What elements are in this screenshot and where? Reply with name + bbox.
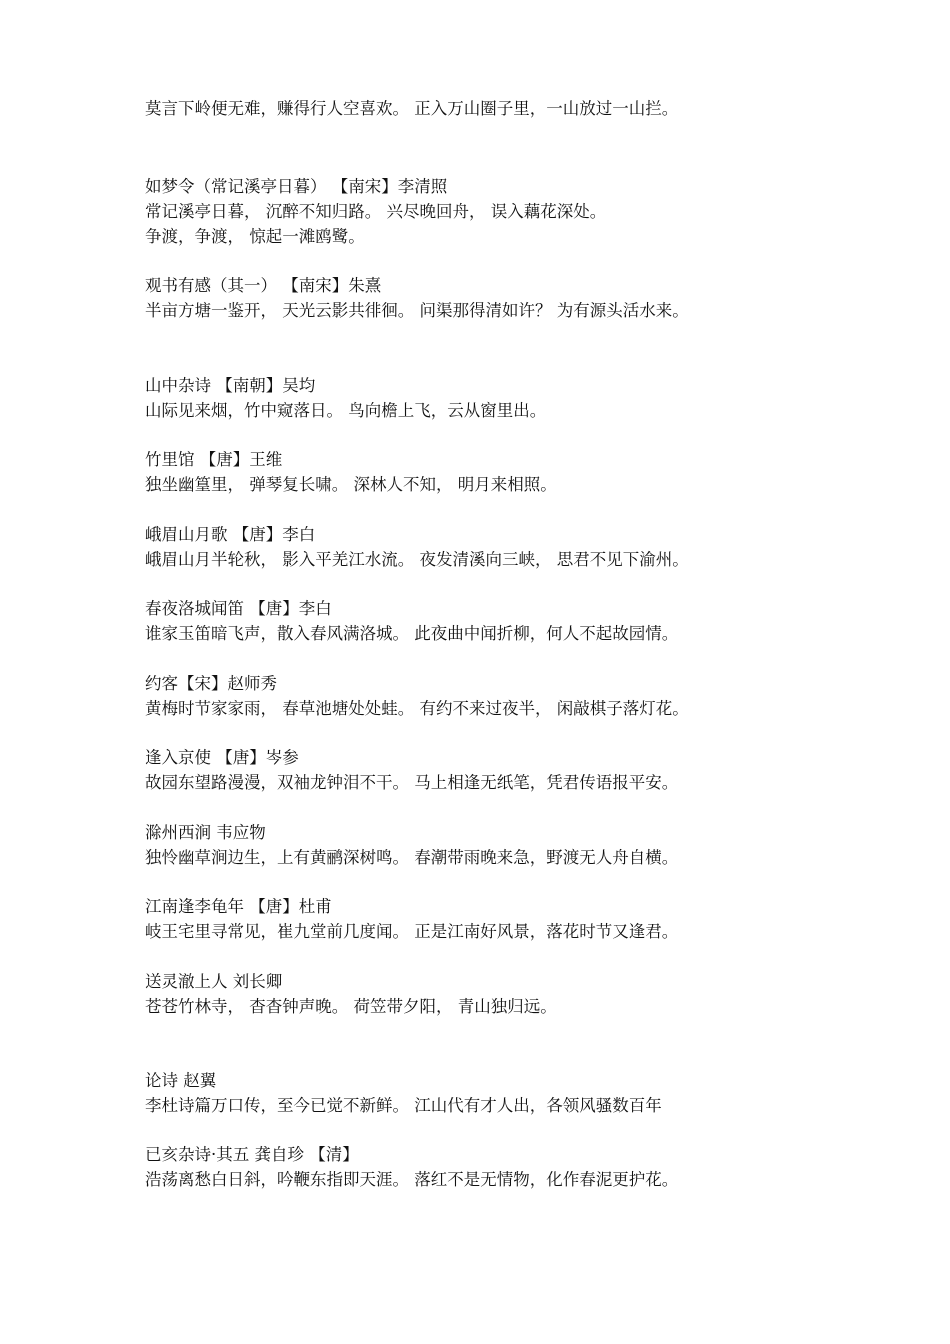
poem-line: 黄梅时节家家雨， 春草池塘处处蛙。 有约不来过夜半， 闲敲棋子落灯花。 <box>145 699 689 718</box>
poem-line: 李杜诗篇万口传，至今已觉不新鲜。 江山代有才人出，各领风骚数百年 <box>145 1096 662 1115</box>
poem-heading: 论诗 赵翼 <box>145 1071 217 1090</box>
poem-heading: 逢入京使 【唐】岑参 <box>145 748 299 767</box>
poem-line: 独坐幽篁里， 弹琴复长啸。 深林人不知， 明月来相照。 <box>145 475 557 494</box>
poem-line: 常记溪亭日暮， 沉醉不知归路。 兴尽晚回舟， 误入藕花深处。 <box>145 202 607 221</box>
intro-line: 莫言下岭便无难，赚得行人空喜欢。 正入万山圈子里，一山放过一山拦。 <box>145 99 679 118</box>
poem-heading: 春夜洛城闻笛 【唐】李白 <box>145 599 332 618</box>
poem-heading: 送灵澈上人 刘长卿 <box>145 972 283 991</box>
poem-heading: 江南逢李龟年 【唐】杜甫 <box>145 897 332 916</box>
poem-line: 浩荡离愁白日斜，吟鞭东指即天涯。 落红不是无情物，化作春泥更护花。 <box>145 1170 679 1189</box>
poem-line: 故园东望路漫漫，双袖龙钟泪不干。 马上相逢无纸笔，凭君传语报平安。 <box>145 773 679 792</box>
poem-heading: 竹里馆 【唐】王维 <box>145 450 283 469</box>
poem-line: 山际见来烟，竹中窥落日。 鸟向檐上飞，云从窗里出。 <box>145 401 547 420</box>
poem-heading: 滁州西涧 韦应物 <box>145 823 266 842</box>
poem-line: 岐王宅里寻常见，崔九堂前几度闻。 正是江南好风景，落花时节又逢君。 <box>145 922 679 941</box>
poem-heading: 山中杂诗 【南朝】吴均 <box>145 376 316 395</box>
poem-heading: 观书有感（其一） 【南宋】朱熹 <box>145 276 382 295</box>
poem-line: 争渡，争渡， 惊起一滩鸥鹭。 <box>145 227 365 246</box>
poem-heading: 约客【宋】赵师秀 <box>145 674 277 693</box>
poem-line: 谁家玉笛暗飞声，散入春风满洛城。 此夜曲中闻折柳，何人不起故园情。 <box>145 624 679 643</box>
poem-heading: 峨眉山月歌 【唐】李白 <box>145 525 316 544</box>
poem-heading: 已亥杂诗·其五 龚自珍 【清】 <box>145 1145 359 1164</box>
poem-line: 半亩方塘一鉴开， 天光云影共徘徊。 问渠那得清如许？ 为有源头活水来。 <box>145 301 689 320</box>
poem-line: 苍苍竹林寺， 杳杳钟声晚。 荷笠带夕阳， 青山独归远。 <box>145 997 557 1016</box>
poem-heading: 如梦令（常记溪亭日暮） 【南宋】李清照 <box>145 177 448 196</box>
poem-line: 峨眉山月半轮秋， 影入平羌江水流。 夜发清溪向三峡， 思君不见下渝州。 <box>145 550 689 569</box>
poem-line: 独怜幽草涧边生，上有黄鹂深树鸣。 春潮带雨晚来急，野渡无人舟自横。 <box>145 848 679 867</box>
